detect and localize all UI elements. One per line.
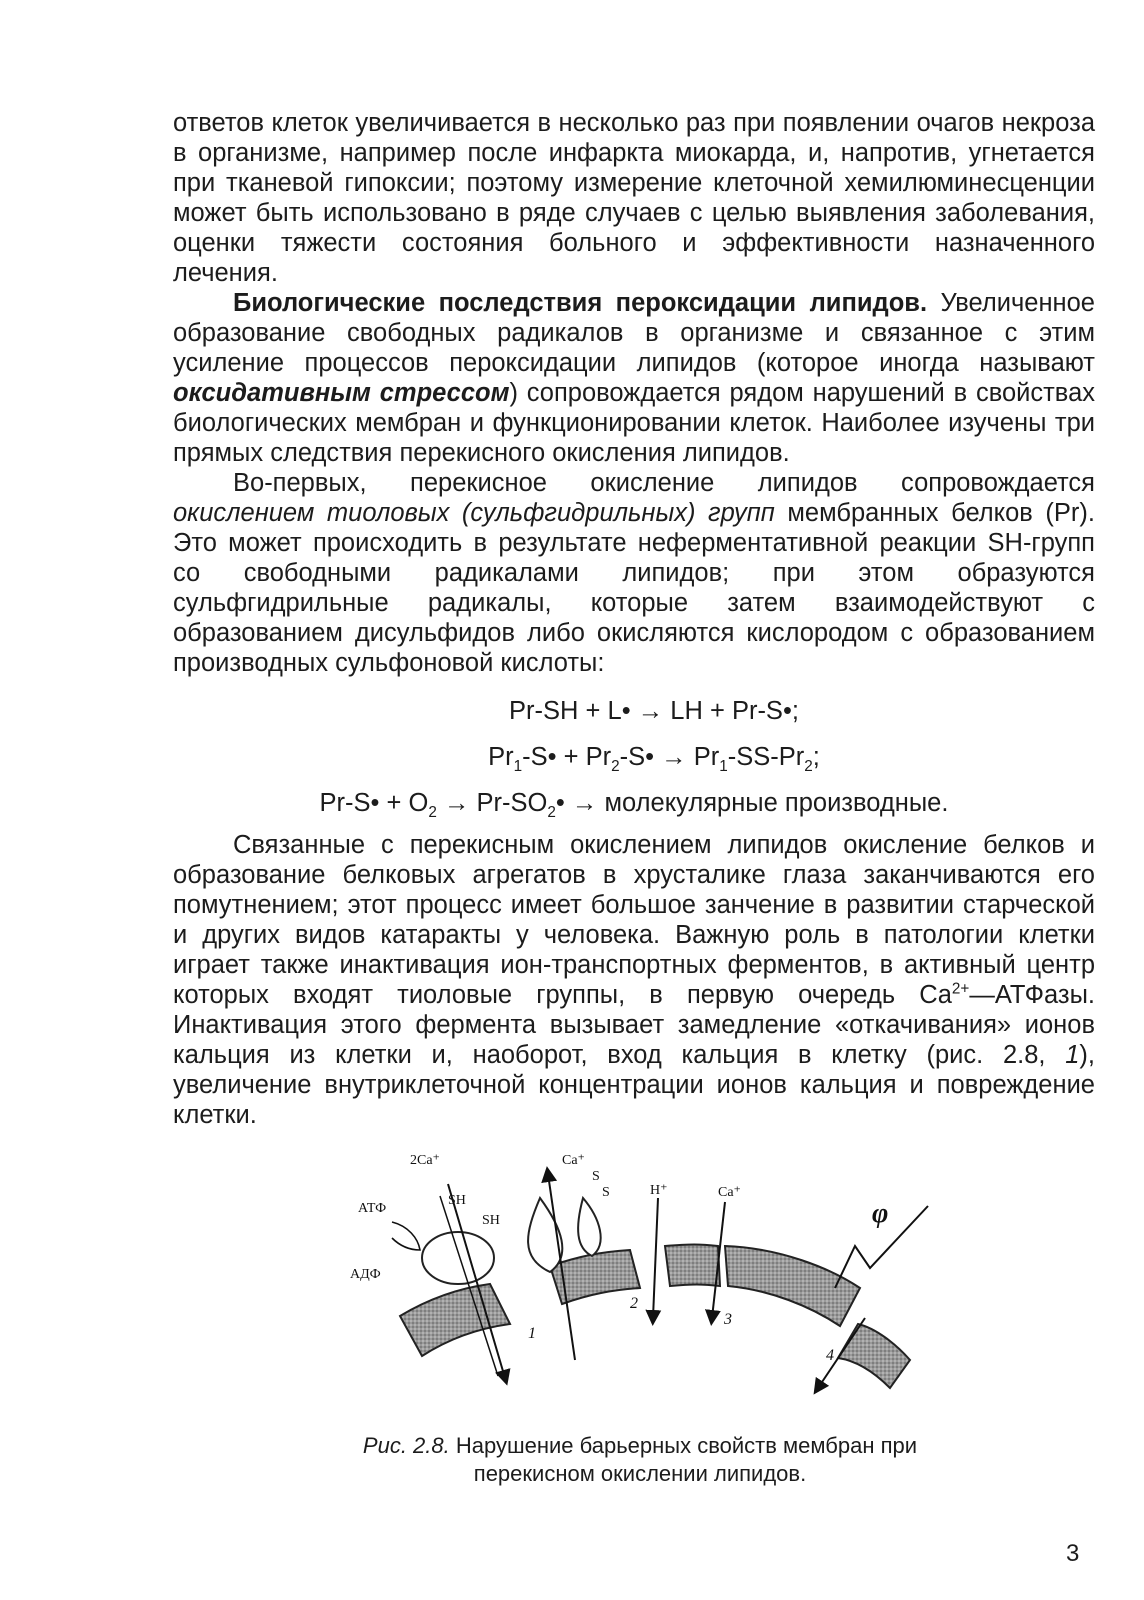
equation-3: [173, 780, 1095, 826]
page-number: 3: [1066, 1540, 1080, 1567]
label-ca-right: Ca⁺: [718, 1185, 741, 1200]
protein-atpase: [422, 1232, 494, 1284]
paragraph-4-text-b: —АТФазы. Инактивация этого фермента вызывает замедление «откачивания» ионов кальция из клетки и, наоборот, вход кальция в клетку (рис. 2.8,: [173, 981, 1095, 1069]
membrane-segment: [725, 1246, 860, 1326]
label-atf: АТФ: [358, 1201, 387, 1216]
eq2-part: Pr: [488, 743, 514, 771]
caption-text: Нарушение барьерных свойств мембран при перекисном окислении липидов.: [449, 1433, 918, 1486]
label-num-2: 2: [630, 1295, 638, 1312]
label-ca-top: Ca⁺: [562, 1153, 585, 1168]
eq2-part: -SS-Pr: [727, 743, 805, 771]
paragraph-1-text: ответов клеток увеличивается в несколько раз при появлении очагов некроза в организме, например после инфаркта миокарда, и, напротив, угнетается при тканевой гипоксии; поэтому измерение клеточной хемилюминесценции может быть использовано в ряде случаев с целью выявления заболевания, оценки тяжести состояния больного и эффективности назначенного лечения.: [173, 109, 1095, 287]
proton-arrow: [653, 1198, 658, 1318]
paragraph-3-text-a: Во-первых, перекисное окисление липидов сопровождается: [233, 469, 1095, 497]
eq2-sub: 1: [719, 758, 728, 776]
eq3-sub: 2: [428, 804, 437, 822]
superscript-charge: 2+: [951, 980, 970, 998]
section-heading: Биологические последствия пероксидации липидов.: [233, 289, 928, 317]
label-adf: АДФ: [350, 1267, 381, 1282]
body-text: [173, 108, 1095, 1130]
membrane-segment: [838, 1324, 910, 1388]
eq2-sub: 1: [513, 758, 523, 776]
paragraph-4-text-c: ), увеличение внутриклеточной концентрации ионов кальция и повреждение клетки.: [173, 1041, 1095, 1129]
label-sh-2: SH: [482, 1213, 500, 1228]
label-num-4: 4: [826, 1347, 834, 1364]
membrane-segment: [665, 1245, 720, 1287]
label-h-plus: H⁺: [650, 1183, 668, 1198]
membrane-figure: [340, 1138, 940, 1400]
eq2-part: -S• → Pr: [619, 743, 720, 771]
eq3-sub: 2: [547, 804, 556, 822]
membrane-segment: [400, 1284, 510, 1356]
eq2-sub: 2: [804, 758, 813, 776]
label-s-1: S: [592, 1169, 600, 1184]
eq2-part: -S• + Pr: [522, 743, 612, 771]
figure-reference: 1: [1065, 1041, 1080, 1069]
equation-1: Pr-SH + L• → LH + Pr-S•;: [509, 697, 799, 725]
atp-curve: [392, 1222, 420, 1250]
paragraph-4: [173, 830, 1095, 1130]
label-s-2: S: [602, 1185, 610, 1200]
caption-prefix: Рис. 2.8.: [362, 1433, 450, 1458]
paragraph-1: [173, 108, 1095, 288]
label-phi: φ: [872, 1198, 889, 1229]
figure-caption: [300, 1432, 980, 1488]
equation-2: [173, 734, 1095, 780]
eq2-sub: 2: [611, 758, 620, 776]
eq2-part: ;: [812, 743, 820, 771]
label-num-1: 1: [528, 1325, 536, 1342]
label-sh-1: SH: [448, 1193, 466, 1208]
eq3-part: Pr-S• + O: [319, 789, 429, 817]
eq3-part: • → молекулярные производные.: [555, 789, 949, 817]
paragraph-3-text-b: мембранных белков (Pr). Это может происходить в результате неферментативной реакции SH-групп со свободными радикалами липидов; при этом образуются сульфгидрильные радикалы, которые затем взаимодействуют с образованием дисульфидов либо окисляются кислородом с образованием производных сульфоновой кислоты:: [173, 499, 1096, 677]
paragraph-2-text-a: Увеличенное образование свободных радикалов в организме и связанное с этим усиление процессов пероксидации липидов (которое иногда называют: [173, 289, 1095, 377]
paragraph-2: [173, 288, 1095, 468]
paragraph-3-italic: окислением тиоловых (сульфгидрильных) групп: [173, 499, 775, 527]
label-2ca: 2Ca⁺: [410, 1153, 440, 1168]
paragraph-3: [173, 468, 1095, 678]
paragraph-4-text-a: Связанные с перекисным окислением липидов окисление белков и образование белковых агрегатов в хрусталике глаза заканчиваются его помутнением; этот процесс имеет большое занчение в развитии старческой и других видов катаракты у человека. Важную роль в патологии клетки играет также инактивация ион-транспортных ферментов, в активный центр которых входят тиоловые группы, в первую очередь Ca: [173, 831, 1095, 1009]
paragraph-2-text-b: ) сопровождается рядом нарушений в свойствах биологических мембран и функционировании клеток. Наиболее изучены три прямых следствия перекисного окисления липидов.: [173, 379, 1095, 467]
term-oxidative-stress: оксидативным стрессом: [173, 379, 510, 407]
equations: [173, 688, 1095, 826]
protein-channel: [578, 1198, 601, 1256]
eq3-part: → Pr-SO: [436, 789, 548, 817]
label-num-3: 3: [724, 1311, 732, 1328]
